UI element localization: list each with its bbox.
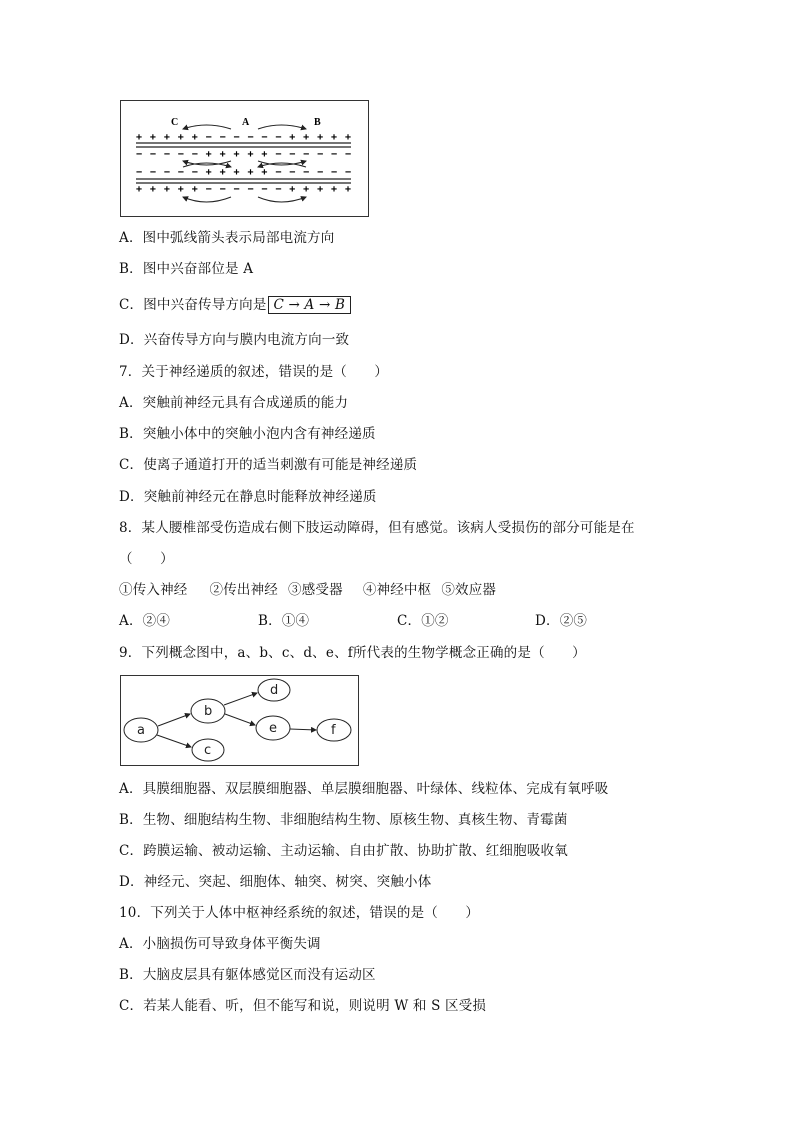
concept-map-figure bbox=[120, 675, 359, 766]
arrow-arc bbox=[183, 125, 231, 129]
q7-option-c: C．使离子通道打开的适当刺激有可能是神经递质 bbox=[119, 457, 418, 473]
q6-option-d: D．兴奋传导方向与膜内电流方向一致 bbox=[119, 332, 350, 348]
label-a: A bbox=[242, 117, 250, 128]
charge-row: − − − − − + + + + + − − − − − − bbox=[136, 149, 351, 160]
node-b-label: b bbox=[204, 704, 213, 719]
edge-b-d bbox=[224, 693, 257, 705]
q6-option-c bbox=[119, 296, 351, 314]
q9-stem: 9．下列概念图中，a、b、c、d、e、f所代表的生物学概念正确的是（ ） bbox=[119, 645, 586, 661]
q8-item: ⑤效应器 bbox=[441, 582, 497, 598]
charge-row: + + + + + − − − − − − + + + + + bbox=[136, 184, 351, 195]
label-b: B bbox=[314, 117, 321, 128]
q10-option-c: C．若某人能看、听，但不能写和说，则说明 W 和 S 区受损 bbox=[119, 998, 487, 1014]
node-c-label: c bbox=[204, 743, 212, 758]
label-c: C bbox=[171, 117, 179, 128]
node-f-label: f bbox=[331, 723, 336, 738]
q6-option-a: A．图中弧线箭头表示局部电流方向 bbox=[119, 230, 335, 246]
q7-option-b: B．突触小体中的突触小泡内含有神经递质 bbox=[119, 426, 376, 442]
nerve-fiber-svg bbox=[121, 101, 368, 216]
node-a-label: a bbox=[137, 723, 145, 738]
q10-stem: 10．下列关于人体中枢神经系统的叙述，错误的是（ ） bbox=[119, 905, 480, 921]
q9-option-b: B．生物、细胞结构生物、非细胞结构生物、原核生物、真核生物、青霉菌 bbox=[119, 812, 568, 828]
edge-b-e bbox=[225, 714, 255, 725]
q7-stem: 7．关于神经递质的叙述，错误的是（ ） bbox=[119, 364, 389, 380]
arrow-arc bbox=[183, 197, 231, 202]
arrow-arc bbox=[258, 197, 306, 202]
arrow-arc bbox=[258, 125, 306, 129]
charge-row: + + + + + − − − − − − + + + + + bbox=[136, 132, 351, 143]
q6-formula: C → A → B bbox=[268, 296, 352, 314]
edge-a-b bbox=[158, 714, 190, 726]
q8-items bbox=[119, 581, 496, 599]
q9-option-a: A．具膜细胞器、双层膜细胞器、单层膜细胞器、叶绿体、线粒体、完成有氧呼吸 bbox=[119, 781, 609, 797]
q9-option-d: D．神经元、突起、细胞体、轴突、树突、突触小体 bbox=[119, 874, 432, 890]
q8-paren: （ ） bbox=[119, 551, 174, 567]
q8-item: ③感受器 bbox=[288, 582, 343, 598]
q8-item: ④神经中枢 bbox=[362, 582, 432, 598]
q10-option-b: B．大脑皮层具有躯体感觉区而没有运动区 bbox=[119, 967, 376, 983]
charge-row: − − − − − + + + + + − − − − − − bbox=[136, 167, 351, 178]
q6-option-b: B．图中兴奋部位是 A bbox=[119, 261, 254, 277]
q7-option-a: A．突触前神经元具有合成递质的能力 bbox=[119, 395, 349, 411]
node-e-label: e bbox=[269, 721, 277, 736]
nerve-fiber-figure bbox=[120, 100, 369, 217]
q8-option-d: D．②⑤ bbox=[535, 613, 588, 629]
q8-stem: 8．某人腰椎部受伤造成右侧下肢运动障碍，但有感觉。该病人受损伤的部分可能是在 bbox=[119, 520, 635, 536]
q7-option-d: D．突触前神经元在静息时能释放神经递质 bbox=[119, 489, 377, 505]
q8-item: ②传出神经 bbox=[209, 582, 278, 598]
q10-option-a: A．小脑损伤可导致身体平衡失调 bbox=[119, 936, 321, 952]
concept-map-svg bbox=[121, 676, 358, 765]
q8-item: ①传入神经 bbox=[119, 582, 188, 598]
q8-option-b: B．①④ bbox=[258, 613, 310, 629]
node-d-label: d bbox=[270, 683, 279, 698]
q8-option-a: A．②④ bbox=[119, 613, 171, 629]
edge-a-c bbox=[157, 735, 191, 747]
q8-option-c: C．①② bbox=[397, 613, 449, 629]
q6-option-c-text: C．图中兴奋传导方向是 bbox=[119, 297, 267, 313]
q9-option-c: C．跨膜运输、被动运输、主动运输、自由扩散、协助扩散、红细胞吸收氧 bbox=[119, 843, 568, 859]
edge-e-f bbox=[290, 729, 316, 730]
